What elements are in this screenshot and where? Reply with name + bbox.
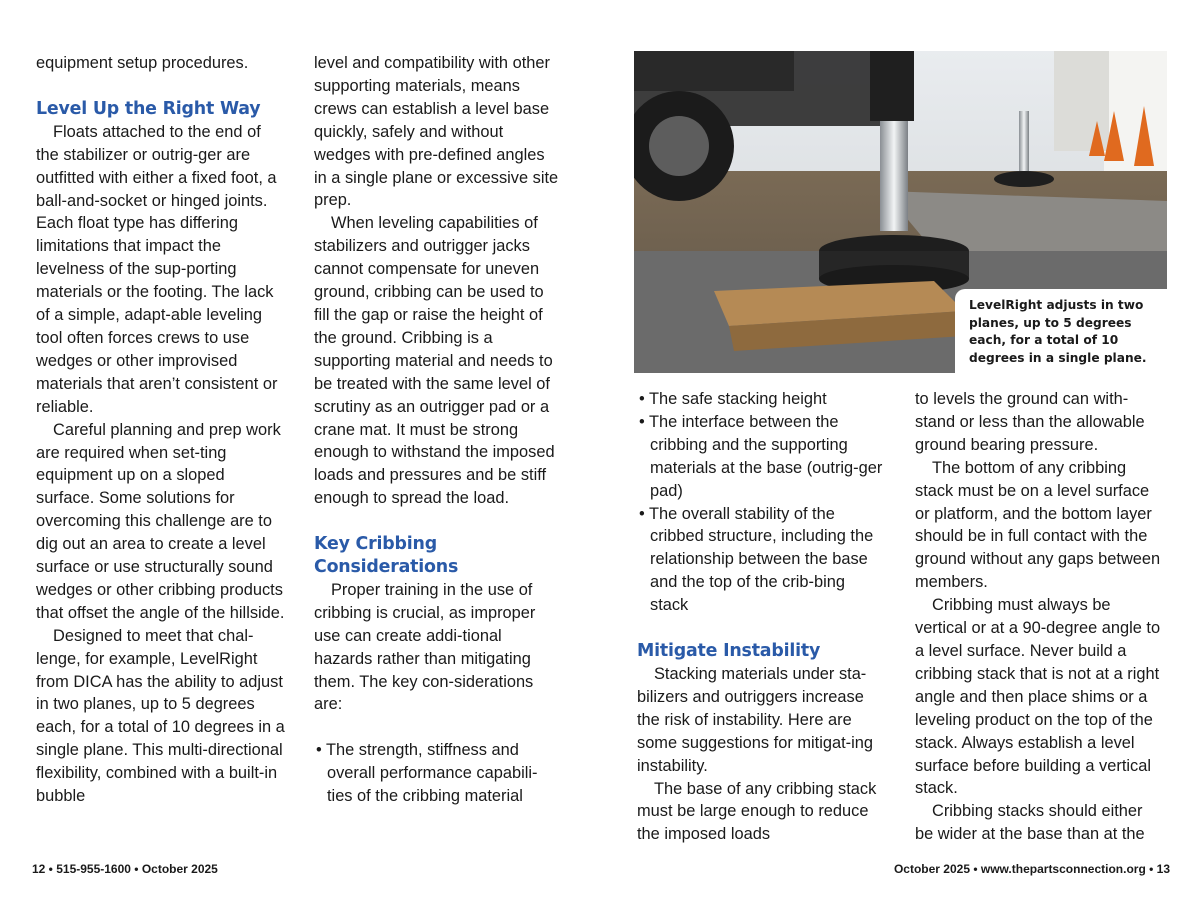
paragraph: level and compatibility with other supporting materials, means crews can establish a level base quickly, safely and without wedges with pre-defined angles in a single plane or excessive site prep. <box>314 54 559 210</box>
footer-right: October 2025 • www.thepartsconnection.org • 13 <box>893 862 1170 876</box>
column-3 <box>637 388 885 846</box>
paragraph: Stacking materials under sta-bilizers and outriggers increase the risk of instability. Here are some suggestions for mitigat-ing instability. <box>637 664 873 775</box>
paragraph: Cribbing must always be vertical or at a 90-degree angle to a level surface. Never build a cribbing stack that is not at a right angle and then place shims or a leveling product on the top of the stack. Always establish a level surface before building a vertical stack. <box>915 596 1161 798</box>
paragraph: When leveling capabilities of stabilizers and outrigger jacks cannot compensate for uneven ground, cribbing can be used to fill the gap or raise the height of the ground. Cribbing is a supporting material and needs to be treated with the same level of scrutiny as an outrigger pad or a crane mat. It must be strong enough to withstand the imposed loads and pressures and be stiff enough to spread the load. <box>314 214 555 508</box>
photo-levelright <box>634 51 1167 373</box>
paragraph: The bottom of any cribbing stack must be on a level surface or platform, and the bottom layer should be in full contact with the ground without any gaps between members. <box>915 458 1161 592</box>
paragraph: Designed to meet that chal-lenge, for example, LevelRight from DICA has the ability to adjust in two planes, up to 5 degrees each, for a total of 10 degrees in a single plane. This multi-directional flexibility, combined with a built-in bubble <box>36 626 285 806</box>
paragraph: Proper training in the use of cribbing is crucial, as improper use can create addi-tional hazards rather than mitigating them. The key con-siderations are: <box>314 580 536 714</box>
bullet-item: • The safe stacking height <box>639 390 827 408</box>
paragraph: Cribbing stacks should either be wider at the base than at the <box>915 802 1145 844</box>
footer-left: 12 • 515-955-1600 • October 2025 <box>32 862 218 876</box>
section-heading-mitigate-instability: Mitigate Instability <box>637 641 821 662</box>
column-2 <box>314 52 560 808</box>
paragraph: Floats attached to the end of the stabilizer or outrig-ger are outfitted with either a fixed foot, a ball-and-socket or hinged joints. Each float type has differing limitations that impact the levelness of the sup-porting materials or the footing. The lack of a simple, adapt-able leveling tool often forces crews to use wedges or other improvised materials that aren’t consistent or reliable. <box>36 122 278 416</box>
paragraph: equipment setup procedures. <box>36 54 249 72</box>
column-1 <box>36 52 286 808</box>
paragraph: Careful planning and prep work are required when set-ting equipment up on a sloped surface. Some solutions for overcoming this challenge are to dig out an area to create a level surface or use structurally sound wedges or other cribbing products that offset the angle of the hillside. <box>36 420 285 622</box>
paragraph: The base of any cribbing stack must be large enough to reduce the imposed loads <box>637 779 877 844</box>
column-4 <box>915 388 1163 846</box>
section-heading-level-up: Level Up the Right Way <box>36 98 261 119</box>
paragraph: to levels the ground can with-stand or less than the allowable ground bearing pressure. <box>915 390 1145 454</box>
photo-caption: LevelRight adjusts in two planes, up to 5 degrees each, for a total of 10 degrees in a single plane. <box>955 289 1167 373</box>
bullet-item: • The strength, stiffness and overall performance capabili-ties of the cribbing material <box>316 741 538 806</box>
section-heading-key-cribbing: Key Cribbing Considerations <box>314 534 459 578</box>
bullet-item: • The interface between the cribbing and the supporting materials at the base (outrig-ger pad) <box>639 412 883 500</box>
bullet-item: • The overall stability of the cribbed structure, including the relationship between the base and the top of the crib-bing stack <box>639 504 874 615</box>
